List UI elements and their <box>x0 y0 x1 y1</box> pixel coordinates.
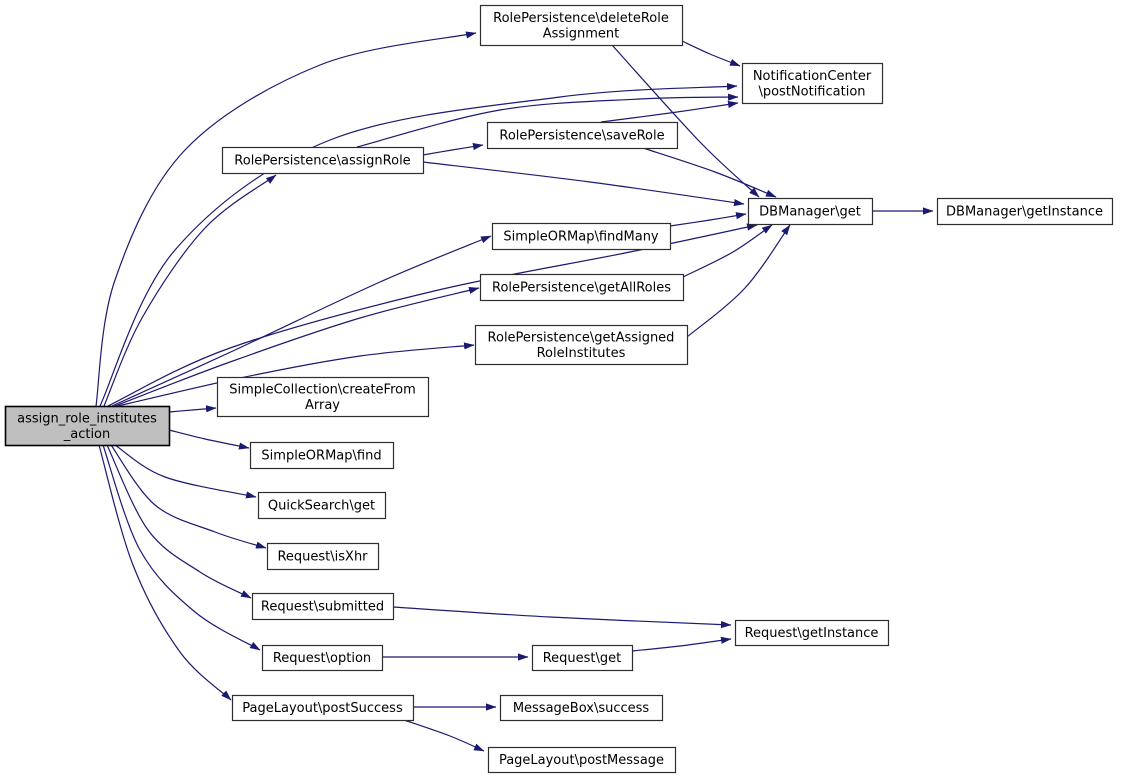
edge-assign-role-institutes-action--request-isxhr <box>111 445 266 548</box>
node-rolepers-getallroles[interactable] <box>481 275 684 301</box>
node-pagelayout-postmessage[interactable] <box>489 748 676 773</box>
edge-rolepers-deleteroleassignment--notificationcenter-postnotification <box>682 41 740 66</box>
edge-rolepers-assignrole--dbmanager-get <box>423 162 744 204</box>
node-rolepers-deleteroleassignment[interactable] <box>481 6 683 46</box>
node-simpleormap-findmany[interactable] <box>493 224 671 250</box>
edge-assign-role-institutes-action--quicksearch-get <box>115 445 256 497</box>
node-label-dbmanager-get: DBManager\get <box>759 204 861 220</box>
node-label-request-isxhr: Request\isXhr <box>277 549 368 565</box>
edge-assign-role-institutes-action--simplecollection-createfromarray <box>169 408 216 412</box>
node-label-simplecollection-createfromarray: SimpleCollection\createFrom Array <box>229 382 416 413</box>
node-label-messagebox-success: MessageBox\success <box>512 701 650 716</box>
edge-request-get--request-getinstance <box>632 639 731 651</box>
node-label-pagelayout-postmessage: PageLayout\postMessage <box>498 753 665 768</box>
edge-simpleormap-findmany--dbmanager-get <box>670 214 746 226</box>
edge-assign-role-institutes-action--rolepers-assignrole <box>104 175 276 406</box>
node-notificationcenter-postnotification[interactable] <box>743 64 883 104</box>
node-request-getinstance[interactable] <box>736 621 889 646</box>
node-simpleormap-find[interactable] <box>251 443 394 469</box>
node-label-request-get: Request\get <box>542 651 622 666</box>
node-label-rolepers-saverole: RolePersistence\saveRole <box>499 128 665 144</box>
node-label-assign-role-institutes-action: assign_role_institutes _action <box>17 411 157 442</box>
node-dbmanager-get[interactable] <box>749 199 873 225</box>
edge-rolepers-assignrole--rolepers-saverole <box>423 145 483 155</box>
edge-rolepers-saverole--notificationcenter-postnotification <box>601 103 738 122</box>
node-assign-role-institutes-action[interactable] <box>6 407 170 446</box>
edge-assign-role-institutes-action--request-submitted <box>107 445 251 598</box>
node-label-rolepers-getassignedroleinstitutes: RolePersistence\getAssigned RoleInstitutes <box>487 330 675 361</box>
node-rolepers-getassignedroleinstitutes[interactable] <box>476 326 688 365</box>
node-pagelayout-postsuccess[interactable] <box>233 696 414 721</box>
node-simplecollection-createfromarray[interactable] <box>218 378 429 417</box>
edge-assign-role-institutes-action--pagelayout-postsuccess <box>99 445 231 700</box>
node-label-quicksearch-get: QuickSearch\get <box>267 498 376 514</box>
edge-rolepers-getallroles--dbmanager-get <box>683 225 772 277</box>
node-label-dbmanager-getinstance: DBManager\getInstance <box>946 204 1103 220</box>
node-request-submitted[interactable] <box>253 594 394 620</box>
edge-request-submitted--request-getinstance <box>393 607 731 625</box>
edge-rolepers-deleteroleassignment--dbmanager-get <box>612 45 759 197</box>
node-label-rolepers-getallroles: RolePersistence\getAllRoles <box>492 280 671 296</box>
node-label-request-submitted: Request\submitted <box>260 599 385 615</box>
edge-rolepers-saverole--dbmanager-get <box>643 148 776 197</box>
edge-assign-role-institutes-action--dbmanager-get <box>108 225 757 406</box>
node-label-request-option: Request\option <box>272 651 372 666</box>
node-label-simpleormap-findmany: SimpleORMap\findMany <box>503 229 659 245</box>
edge-rolepers-getassignedroleinstitutes--dbmanager-get <box>687 225 790 337</box>
node-request-option[interactable] <box>263 646 383 671</box>
node-label-simpleormap-find: SimpleORMap\find <box>261 448 382 464</box>
node-label-notificationcenter-postnotification: NotificationCenter \postNotification <box>752 68 872 100</box>
edge-assign-role-institutes-action--simpleormap-find <box>169 430 249 448</box>
node-label-rolepers-deleteroleassignment: RolePersistence\deleteRole Assignment <box>493 10 669 42</box>
node-label-rolepers-assignrole: RolePersistence\assignRole <box>234 153 411 169</box>
node-rolepers-assignrole[interactable] <box>223 148 424 174</box>
node-quicksearch-get[interactable] <box>259 493 386 519</box>
nodes-layer <box>6 6 1113 773</box>
node-rolepers-saverole[interactable] <box>488 123 678 149</box>
node-dbmanager-getinstance[interactable] <box>938 199 1113 225</box>
node-request-isxhr[interactable] <box>268 544 379 570</box>
node-messagebox-success[interactable] <box>501 696 663 721</box>
edge-pagelayout-postsuccess--pagelayout-postmessage <box>404 720 484 751</box>
node-request-get[interactable] <box>533 646 633 671</box>
node-label-request-getinstance: Request\getInstance <box>744 626 879 641</box>
node-label-pagelayout-postsuccess: PageLayout\postSuccess <box>242 701 403 716</box>
